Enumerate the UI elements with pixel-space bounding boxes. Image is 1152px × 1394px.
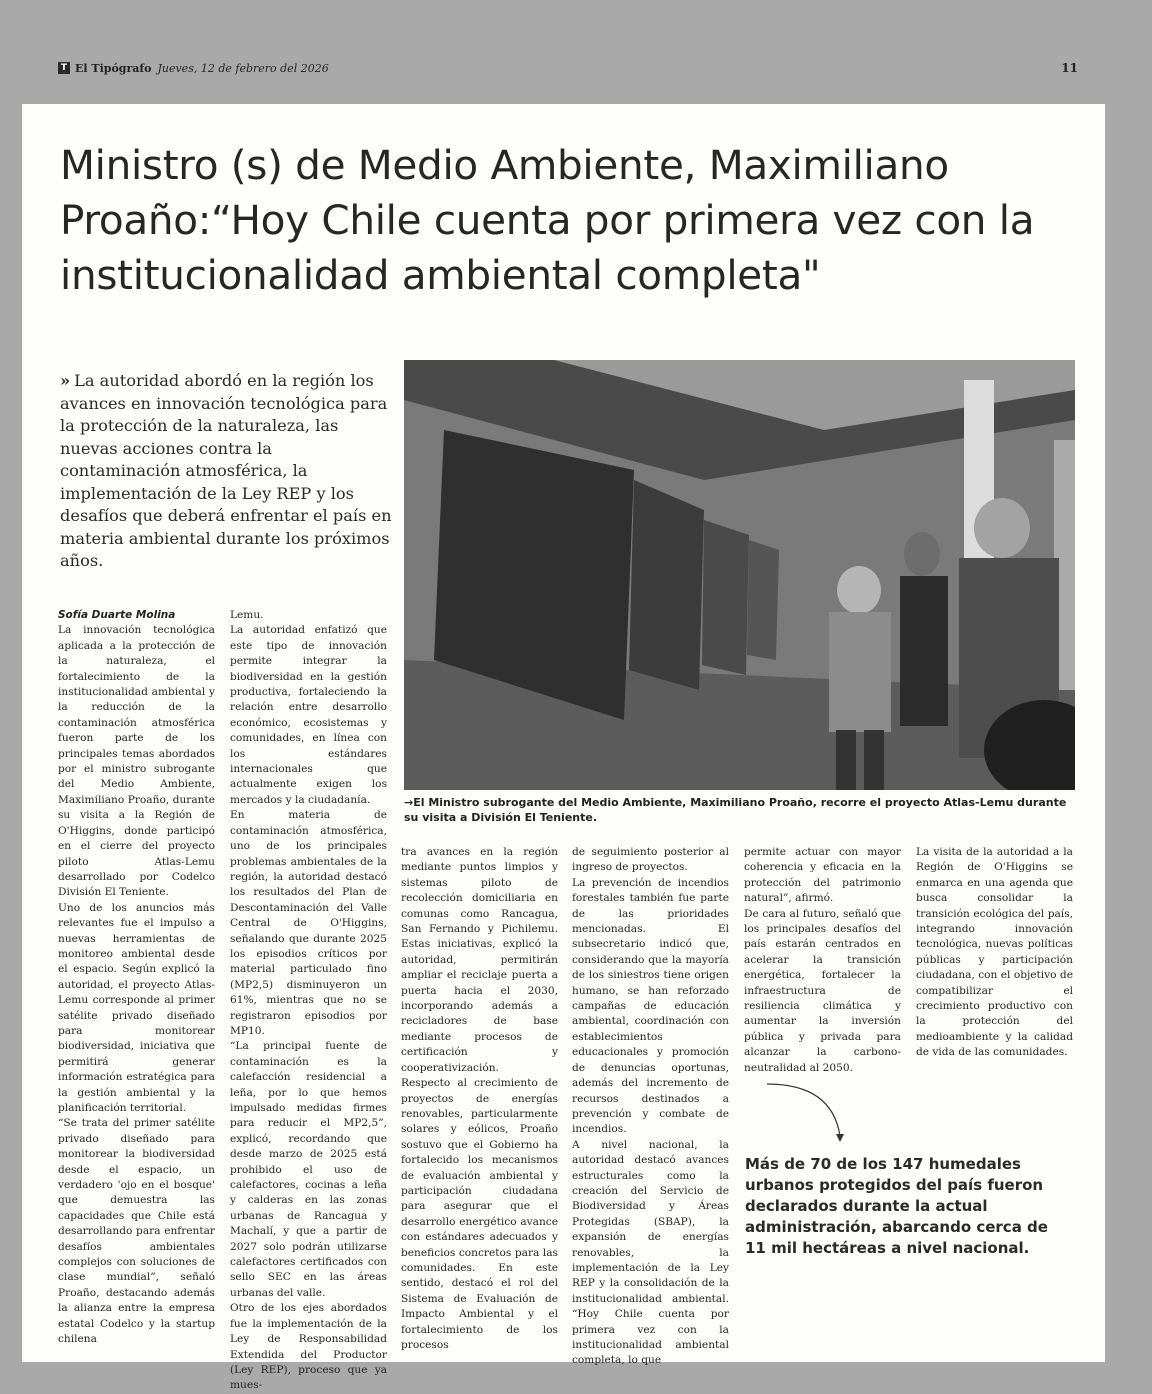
photo-illustration <box>404 360 1075 790</box>
paragraph: A nivel nacional, la autoridad destacó avances estructurales como la creación del Servicio de Biodiversidad y Áreas Protegidas (SBAP), la expansión de energías renovables, la implementación de la Ley REP y la consolidación de la institucionalidad ambiental. “Hoy Chile cuenta por primera vez con la institucionalidad ambiental completa, lo que <box>572 1138 729 1367</box>
paragraph: En materia de contaminación atmosférica, uno de los principales problemas ambientales de la región, la autoridad destacó los resultados del Plan de Descontaminación del Valle Central de O'Higgins, señalando que durante 2025 los episodios críticos por material particulado fino (MP2,5) disminuyeron un 61%, mientras que no se registraron episodios por MP10. <box>230 809 387 1037</box>
paragraph: permite actuar con mayor coherencia y eficacia en la protección del patrimonio natural”, afirmó. <box>744 846 901 905</box>
paragraph: Otro de los ejes abordados fue la implementación de la Ley de Responsabilidad Extendida del Productor (Ley REP), proceso que ya mues- <box>230 1302 387 1392</box>
paragraph: Respecto al crecimiento de proyectos de energías renovables, particularmente solares y eólicos, Proaño sostuvo que el Gobierno ha fortalecido los mecanismos de evaluación ambiental y participación ciudadana para asegurar que el desarrollo energético avance con estándares adecuados y beneficios concretos para las comunidades. En este sentido, destacó el rol del Sistema de Evaluación de Impacto Ambiental y el fortalecimiento de los procesos <box>401 1077 558 1351</box>
article-column-3 <box>401 845 558 1353</box>
paragraph: La visita de la autoridad a la Región de O'Higgins se enmarca en una agenda que busca consolidar la transición ecológica del país, integrando innovación tecnológica, nuevas políticas públicas y participación ciudadana, con el objetivo de compatibilizar el crecimiento productivo con la protección del medioambiente y la calidad de vida de las comunidades. <box>916 846 1073 1059</box>
article-column-1 <box>58 608 215 1348</box>
paragraph: La prevención de incendios forestales también fue parte de las prioridades mencionadas. El subsecretario indicó que, considerando que la mayoría de los siniestros tiene origen humano, se han reforzado campañas de educación ambiental, coordinación con establecimientos educacionales y promoción de denuncias oportunas, además del incremento de recursos destinados a prevención y combate de incendios. <box>572 876 729 1136</box>
paragraph: La innovación tecnológica aplicada a la protección de la naturaleza, el fortalecimiento de la institucionalidad ambiental y la reducción de la contaminación atmosférica fueron parte de los principales temas abordados por el ministro subrogante del Medio Ambiente, Maximiliano Proaño, durante su visita a la Región de O'Higgins, donde participó en el cierre del proyecto piloto Atlas-Lemu desarrollado por Codelco División El Teniente. <box>58 624 215 899</box>
article-page <box>22 104 1105 1392</box>
paragraph: De cara al futuro, señaló que los principales desafíos del país estarán centrados en acelerar la transición energética, fortalecer la infraestructura de resiliencia climática y aumentar la inversión pública y privada para alcanzar la carbono-neutralidad al 2050. <box>744 907 901 1074</box>
article-column-5 <box>744 845 901 1076</box>
paragraph: “La principal fuente de contaminación es la calefacción residencial a leña, por lo que hemos impulsado medidas firmes para reducir el MP2,5”, explicó, recordando que desde marzo de 2025 está prohibido el uso de calefactores, cocinas a leña y calderas en las zonas urbanas de Rancagua y Machalí, y que a partir de 2027 solo podrán utilizarse calefactores certificados con sello SEC en las áreas urbanas del valle. <box>230 1040 387 1299</box>
article-column-4 <box>572 845 729 1369</box>
article-column-2 <box>230 608 387 1394</box>
curved-arrow-icon <box>762 1074 852 1149</box>
paragraph: “Se trata del primer satélite privado diseñado para monitorear la biodiversidad desde el espacio, un verdadero 'ojo en el bosque' que demuestra las capacidades que Chile está desarrollando para enfrentar desafíos ambientales complejos con soluciones de clase mundial”, señaló Proaño, destacando además la alianza entre la empresa estatal Codelco y la startup chilena <box>58 1117 215 1346</box>
newspaper-logo-icon: T <box>58 62 70 74</box>
paragraph: tra avances en la región mediante puntos limpios y sistemas piloto de recolección domiciliaria en comunas como Rancagua, San Fernando y Pichilemu. Estas iniciativas, explicó la autoridad, permitirán ampliar el reciclaje puerta a puerta hacia el 2030, incorporando además a recicladores de base mediante procesos de certificación y cooperativización. <box>401 846 558 1074</box>
article-column-6 <box>916 845 1073 1061</box>
issue-date: Jueves, 12 de febrero del 2026 <box>157 61 329 75</box>
article-photo <box>404 360 1075 790</box>
lead-paragraph <box>60 370 392 573</box>
pull-quote: Más de 70 de los 147 humedales urbanos protegidos del país fueron declarados durante la actual administración, abarcando cerca de 11 mil hectáreas a nivel nacional. <box>745 1155 1048 1257</box>
lead-text: La autoridad abordó en la región los avances en innovación tecnológica para la protección de la naturaleza, las nuevas acciones contra la contaminación atmosférica, la implementación de la Ley REP y los desafíos que deberá enfrentar el país en materia ambiental durante los próximos años. <box>60 371 392 570</box>
paragraph: La autoridad enfatizó que este tipo de innovación permite integrar la biodiversidad en la gestión productiva, fortaleciendo la relación entre desarrollo económico, ecosistemas y comunidades, en línea con los estándares internacionales que actualmente exigen los mercados y la ciudadanía. <box>230 624 387 806</box>
newspaper-name: El Tipógrafo <box>75 61 152 75</box>
paragraph: de seguimiento posterior al ingreso de proyectos. <box>572 846 729 874</box>
lead-quote-icon: » <box>60 371 71 390</box>
page-number: 11 <box>1061 61 1078 75</box>
photo-caption: →El Ministro subrogante del Medio Ambiente, Maximiliano Proaño, recorre el proyecto Atlas-Lemu durante su visita a División El Teniente. <box>404 796 1067 824</box>
masthead <box>58 58 1078 78</box>
headline: Ministro (s) de Medio Ambiente, Maximiliano Proaño:“Hoy Chile cuenta por primera vez con la institucionalidad ambiental completa" <box>60 141 1035 299</box>
paragraph: Uno de los anuncios más relevantes fue el impulso a nuevas herramientas de monitoreo ambiental desde el espacio. Según explicó la autoridad, el proyecto Atlas-Lemu corresponde al primer satélite privado diseñado para monitorear biodiversidad, iniciativa que permitirá generar información estratégica para la gestión ambiental y la planificación territorial. <box>58 901 215 1114</box>
byline: Sofía Duarte Molina <box>58 609 176 621</box>
paragraph: Lemu. <box>230 609 264 621</box>
